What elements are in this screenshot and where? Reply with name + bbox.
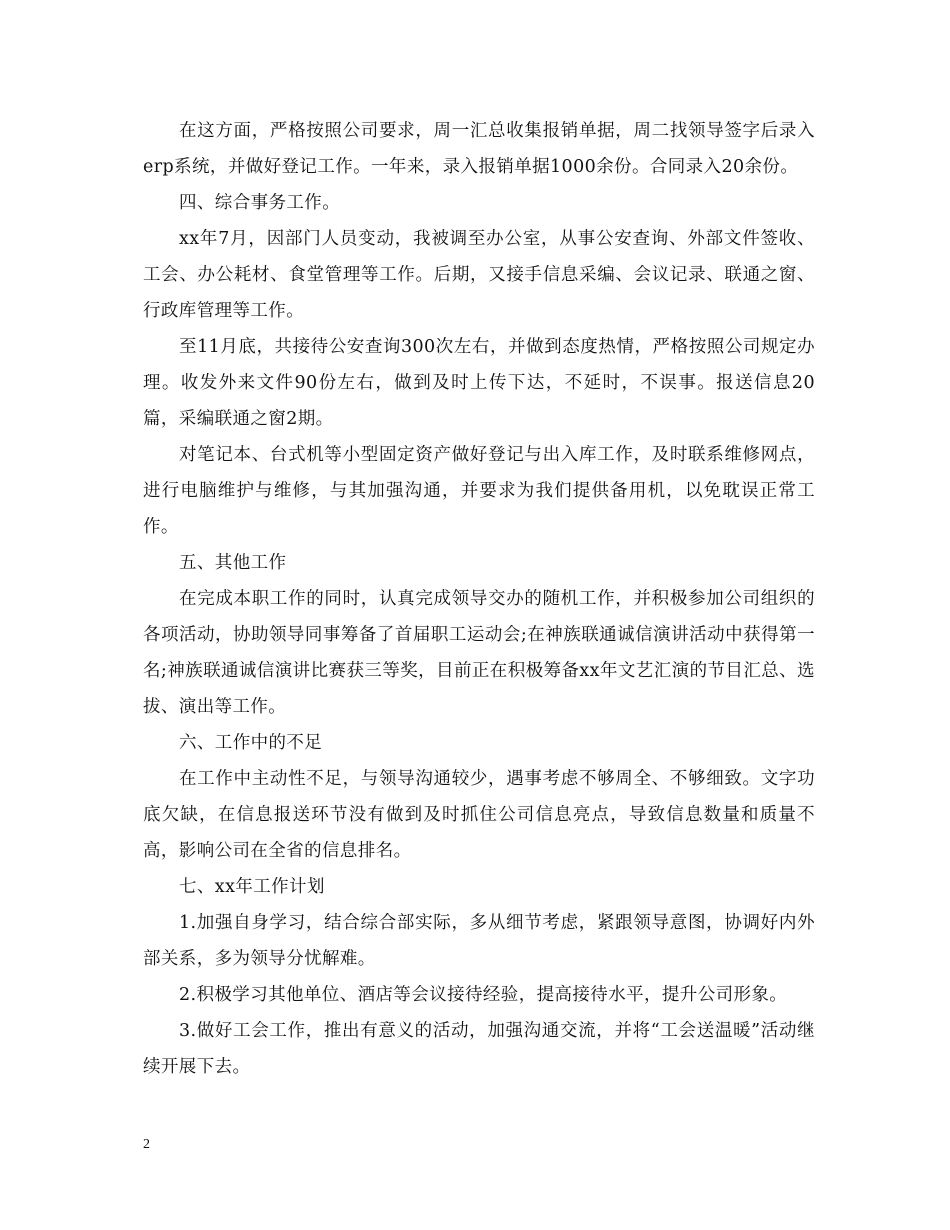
heading-work-plan: 七、xx年工作计划 xyxy=(179,877,325,897)
paragraph-work-statistics: 至11月底，共接待公安查询300次左右，并做到态度热情，严格按照公司规定办理。收发外来文件90份左右，做到及时上传下达，不延时，不误事。报送信息20篇，采编联通之窗2期。 xyxy=(143,337,815,429)
plan-item-2: 2.积极学习其他单位、酒店等会议接待经验，提高接待水平，提升公司形象。 xyxy=(179,985,788,1005)
heading-shortcomings: 六、工作中的不足 xyxy=(179,733,323,753)
paragraph-shortcomings: 在工作中主动性不足，与领导沟通较少，遇事考虑不够周全、不够细致。文字功底欠缺，在信息报送环节没有做到及时抓住公司信息亮点，导致信息数量和质量不高，影响公司在全省的信息排名。 xyxy=(143,769,815,861)
page-number: 2 xyxy=(143,1137,150,1152)
document-body xyxy=(143,113,815,1085)
heading-general-affairs: 四、综合事务工作。 xyxy=(179,193,341,213)
paragraph-other-work: 在完成本职工作的同时，认真完成领导交办的随机工作，并积极参加公司组织的各项活动，协助领导同事筹备了首届职工运动会;在神族联通诚信演讲活动中获得第一名;神族联通诚信演讲比赛获三等奖，目前正在积极筹备xx年文艺汇演的节目汇总、选拔、演出等工作。 xyxy=(143,589,815,717)
paragraph-expense-entry: 在这方面，严格按照公司要求，周一汇总收集报销单据，周二找领导签字后录入erp系统，并做好登记工作。一年来，录入报销单据1000余份。合同录入20余份。 xyxy=(143,121,815,177)
plan-item-1: 1.加强自身学习，结合综合部实际，多从细节考虑，紧跟领导意图，协调好内外部关系，多为领导分忧解难。 xyxy=(143,913,815,969)
paragraph-office-transfer: xx年7月，因部门人员变动，我被调至办公室，从事公安查询、外部文件签收、工会、办公耗材、食堂管理等工作。后期，又接手信息采编、会议记录、联通之窗、行政库管理等工作。 xyxy=(143,229,815,321)
heading-other-work: 五、其他工作 xyxy=(179,553,287,573)
plan-item-3: 3.做好工会工作，推出有意义的活动，加强沟通交流，并将“工会送温暖”活动继续开展下去。 xyxy=(143,1021,815,1077)
paragraph-asset-management: 对笔记本、台式机等小型固定资产做好登记与出入库工作，及时联系维修网点，进行电脑维护与维修，与其加强沟通，并要求为我们提供备用机，以免耽误正常工作。 xyxy=(143,445,815,537)
